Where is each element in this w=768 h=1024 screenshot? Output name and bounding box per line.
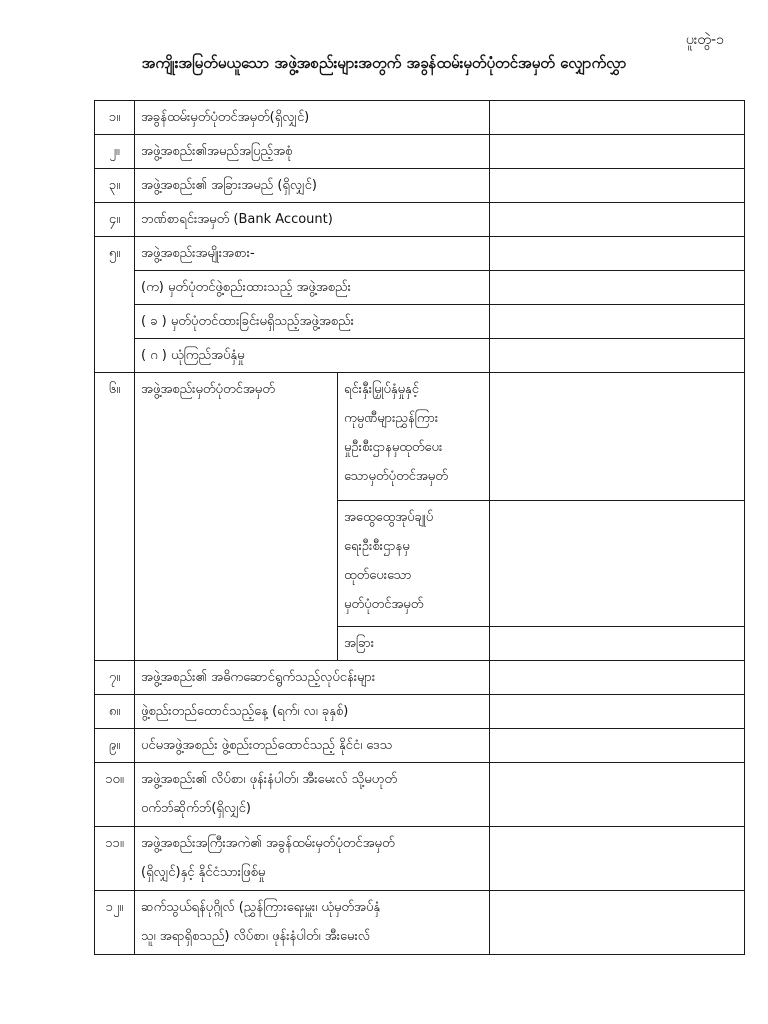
registration-sub-label: [338, 373, 490, 501]
main-activities-field[interactable]: [490, 661, 745, 695]
label-line: ကုမ္ပဏီများညွှန်ကြား: [344, 411, 439, 426]
label-line: သူ၊ အရာရှိစသည်) လိပ်စာ၊ ဖုန်းနံပါတ်၊ အီးမေးလ်: [141, 929, 370, 944]
label-line: ရေးဦးစီးဌာနမှ: [344, 539, 410, 554]
row-number: ၁၁။: [95, 827, 135, 891]
row-number: ၇။: [95, 661, 135, 695]
dica-registration-field[interactable]: [490, 373, 745, 501]
row-number: ၃။: [95, 169, 135, 203]
label-line: အဖွဲ့အစည်း၏ လိပ်စာ၊ ဖုန်းနံပါတ်၊ အီးမေးလ် သို့မဟုတ်: [141, 772, 398, 787]
row-number: ၂။: [95, 135, 135, 169]
label-line: ရင်းနှီးမြှုပ်နှံမှုနှင့်: [344, 382, 419, 397]
label-line: (ရှိလျှင်)နှင့် နိုင်ငံသားဖြစ်မှု: [141, 865, 266, 880]
org-full-name-field[interactable]: [490, 135, 745, 169]
row-label: အဖွဲ့အစည်းအမျိုးအစား-: [135, 237, 490, 271]
application-form-table: [94, 100, 745, 955]
label-line: ဖွဲ့စည်းတည်ထောင်သည့်နေ့ (ရက်၊ လ၊ ခုနှစ်): [141, 704, 349, 719]
org-other-name-field[interactable]: [490, 169, 745, 203]
row-label: အခွန်ထမ်းမှတ်ပုံတင်အမှတ်(ရှိလျှင်): [135, 101, 490, 135]
label-line: မှတ်ပုံတင်အမှတ်: [344, 597, 424, 612]
row-label: အဖွဲ့အစည်းမှတ်ပုံတင်အမှတ်: [135, 373, 338, 661]
row-number: ၈။: [95, 695, 135, 729]
contact-person-field[interactable]: [490, 891, 745, 955]
org-type-option-row: [95, 305, 745, 339]
org-type-option: (က) မှတ်ပုံတင်ဖွဲ့စည်းထားသည့် အဖွဲ့အစည်း: [135, 271, 490, 305]
org-type-option-row: [95, 339, 745, 373]
org-type-option-field[interactable]: [490, 305, 745, 339]
form-title: အကျိုးအမြတ်မယူသော အဖွဲ့အစည်းများအတွက် အခွန်ထမ်းမှတ်ပုံတင်အမှတ် လျှောက်လွှာ: [141, 54, 627, 72]
form-row-2: [95, 135, 745, 169]
form-row-12: [95, 891, 745, 955]
row-number: ၉။: [95, 729, 135, 763]
form-row-1: [95, 101, 745, 135]
annex-label: ပူးတွဲ-၁: [685, 32, 724, 48]
label-line: ထုတ်ပေးသော: [344, 568, 412, 583]
label-line: အဖွဲ့အစည်းအကြီးအကဲ၏ အခွန်ထမ်းမှတ်ပုံတင်အမှတ်: [141, 836, 395, 851]
row-label: [135, 763, 490, 827]
org-type-option-field[interactable]: [490, 271, 745, 305]
org-type-option-row: [95, 271, 745, 305]
bank-account-field[interactable]: [490, 203, 745, 237]
head-tax-id-field[interactable]: [490, 827, 745, 891]
form-row-7: [95, 661, 745, 695]
org-type-field[interactable]: [490, 237, 745, 271]
registration-sub-label: [338, 501, 490, 627]
gad-registration-field[interactable]: [490, 501, 745, 627]
row-number: ၆။: [95, 373, 135, 661]
row-label: [135, 661, 490, 695]
row-label: ဘဏ်စာရင်းအမှတ် (Bank Account): [135, 203, 490, 237]
label-line: အခြား: [344, 636, 375, 651]
form-row-5: [95, 237, 745, 271]
form-row-10: [95, 763, 745, 827]
org-type-option-field[interactable]: [490, 339, 745, 373]
row-number: ၁၂။: [95, 891, 135, 955]
label-line: အဖွဲ့အစည်း၏ အဓိကဆောင်ရွက်သည့်လုပ်ငန်းများ: [141, 670, 376, 685]
org-contact-field[interactable]: [490, 763, 745, 827]
label-line: ဝက်ဘ်ဆိုက်ဘ်(ရှိလျှင်): [141, 801, 251, 816]
row-label: [135, 729, 490, 763]
row-label: အဖွဲ့အစည်း၏ အခြားအမည် (ရှိလျှင်): [135, 169, 490, 203]
row-label: [135, 891, 490, 955]
form-row-8: [95, 695, 745, 729]
row-label: [135, 695, 490, 729]
label-line: သောမှတ်ပုံတင်အမှတ်: [344, 469, 448, 484]
form-row-6: [95, 373, 745, 501]
registration-sub-label: [338, 627, 490, 661]
label-line: မှုဦးစီးဌာနမှထုတ်ပေး: [344, 440, 443, 455]
establishment-date-field[interactable]: [490, 695, 745, 729]
row-number: ၁။: [95, 101, 135, 135]
org-type-option: ( ခ ) မှတ်ပုံတင်ထားခြင်းမရှိသည့်အဖွဲ့အစည်း: [135, 305, 490, 339]
org-type-option: ( ဂ ) ယုံကြည်အပ်နှံမှု: [135, 339, 490, 373]
row-label: အဖွဲ့အစည်း၏အမည်အပြည့်အစုံ: [135, 135, 490, 169]
form-row-3: [95, 169, 745, 203]
label-line: ပင်မအဖွဲ့အစည်း ဖွဲ့စည်းတည်ထောင်သည့် နိုင်ငံ၊ ဒေသ: [141, 738, 393, 753]
row-number: ၅။: [95, 237, 135, 373]
row-label: [135, 827, 490, 891]
taxpayer-id-field[interactable]: [490, 101, 745, 135]
form-row-4: [95, 203, 745, 237]
form-row-11: [95, 827, 745, 891]
parent-org-country-field[interactable]: [490, 729, 745, 763]
form-row-9: [95, 729, 745, 763]
label-line: ဆက်သွယ်ရန်ပုဂ္ဂိုလ် (ညွှန်ကြားရေးမှူး၊ ယုံမှတ်အပ်နှံ: [141, 900, 381, 915]
label-line: အထွေထွေအုပ်ချုပ်: [344, 510, 434, 525]
row-number: ၁၀။: [95, 763, 135, 827]
row-number: ၄။: [95, 203, 135, 237]
other-registration-field[interactable]: [490, 627, 745, 661]
